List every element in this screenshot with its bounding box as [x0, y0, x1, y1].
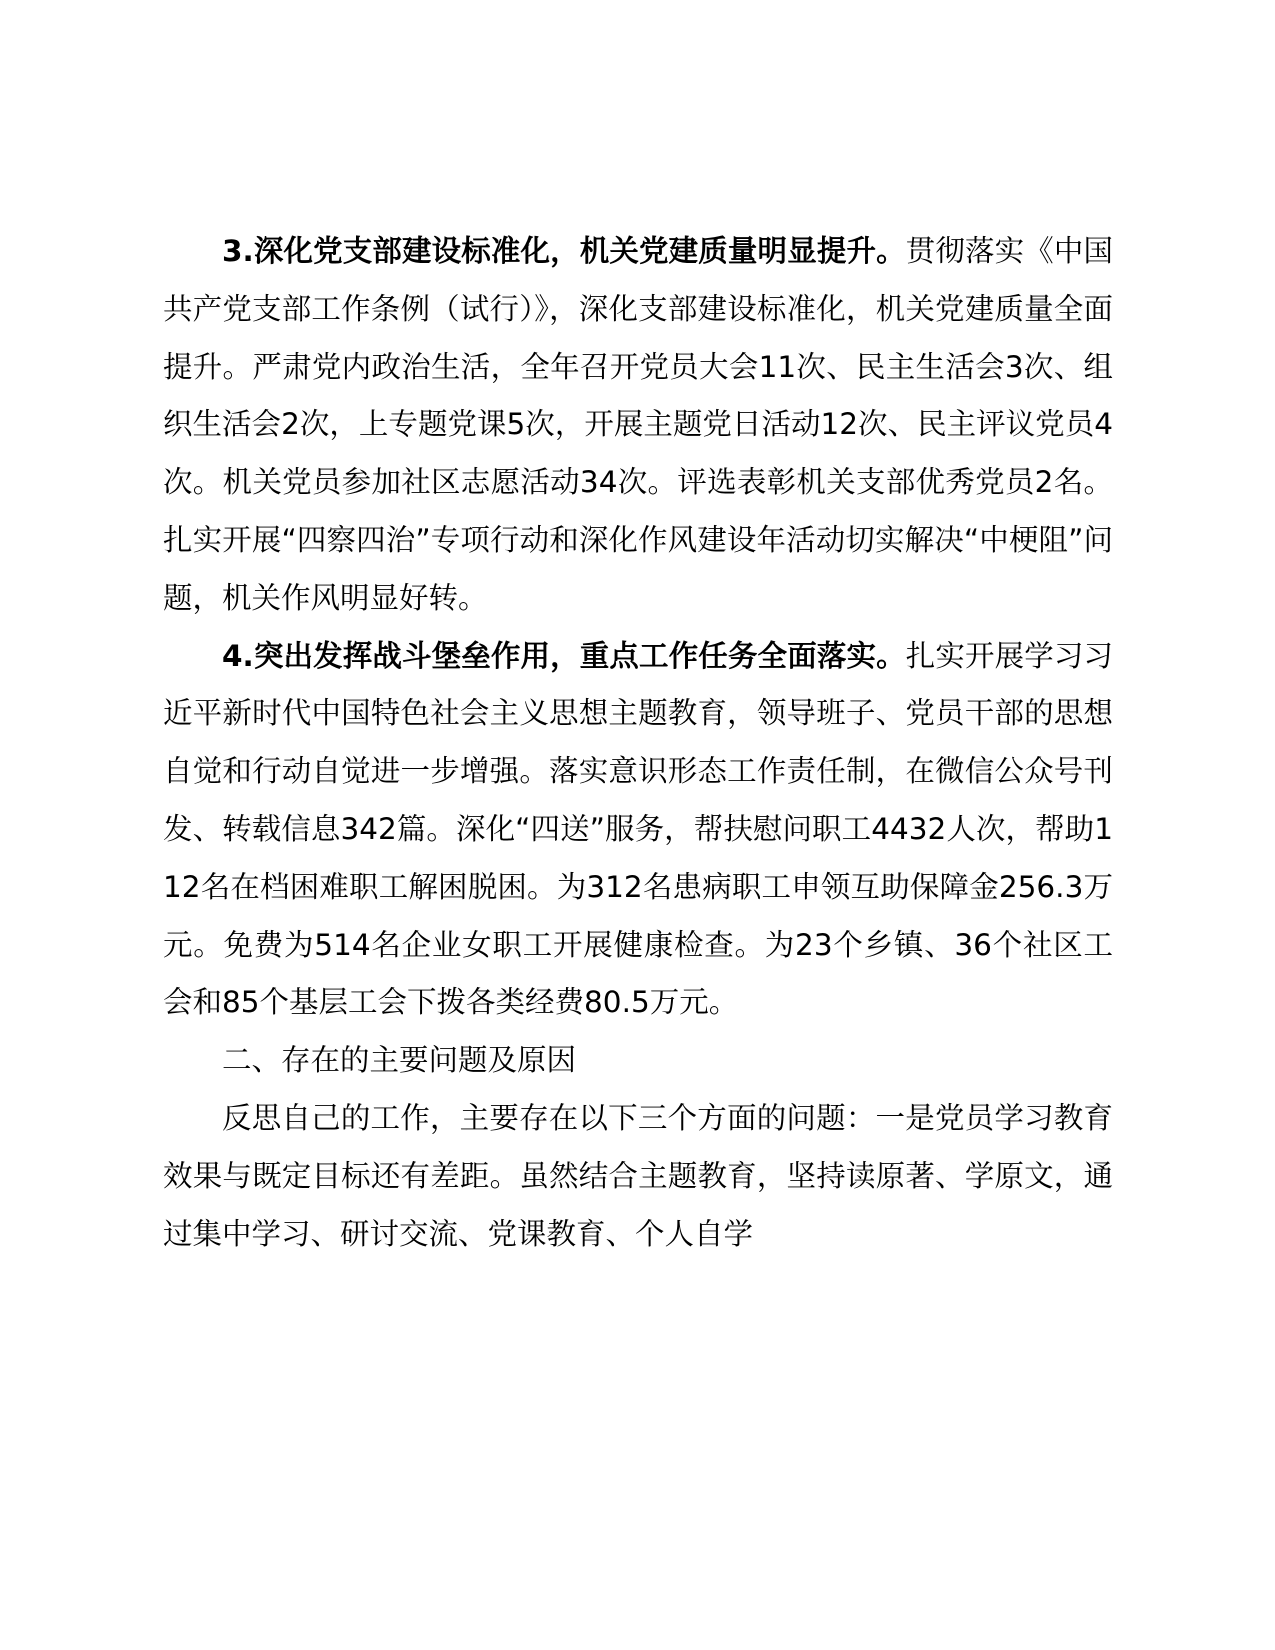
section-title: 二、存在的主要问题及原因	[222, 1043, 577, 1078]
paragraph-text: 扎实开展学习习近平新时代中国特色社会主义思想主题教育，领导班子、党员干部的思想自觉和行动自觉进一步增强。落实意识形态工作责任制，在微信公众号刊发、转载信息342篇。深化“四送”服务，帮扶慰问职工4432人次，帮助112名在档困难职工解困脱困。为312名患病职工申领互助保障金256.3万元。免费为514名企业女职工开展健康检查。为23个乡镇、36个社区工会和85个基层工会下拨各类经费80.5万元。	[163, 638, 1113, 1020]
document-body	[163, 223, 1113, 1263]
paragraph-problems: 反思自己的工作，主要存在以下三个方面的问题：一是党员学习教育效果与既定目标还有差距。虽然结合主题教育，坚持读原著、学原文，通过集中学习、研讨交流、党课教育、个人自学	[163, 1100, 1113, 1251]
paragraph-heading: 4.突出发挥战斗堡垒作用，重点工作任务全面落实。	[222, 638, 906, 673]
paragraph-text: 贯彻落实《中国共产党支部工作条例（试行）》，深化支部建设标准化，机关党建质量全面提升。严肃党内政治生活，全年召开党员大会11次、民主生活会3次、组织生活会2次，上专题党课5次，开展主题党日活动12次、民主评议党员4次。机关党员参加社区志愿活动34次。评选表彰机关支部优秀党员2名。扎实开展“四察四治”专项行动和深化作风建设年活动切实解决“中梗阻”问题，机关作风明显好转。	[163, 234, 1113, 615]
paragraph-fortress-role	[163, 628, 1113, 1033]
paragraph-branch-standardization	[163, 223, 1113, 628]
paragraph-heading: 3.深化党支部建设标准化，机关党建质量明显提升。	[222, 234, 906, 268]
